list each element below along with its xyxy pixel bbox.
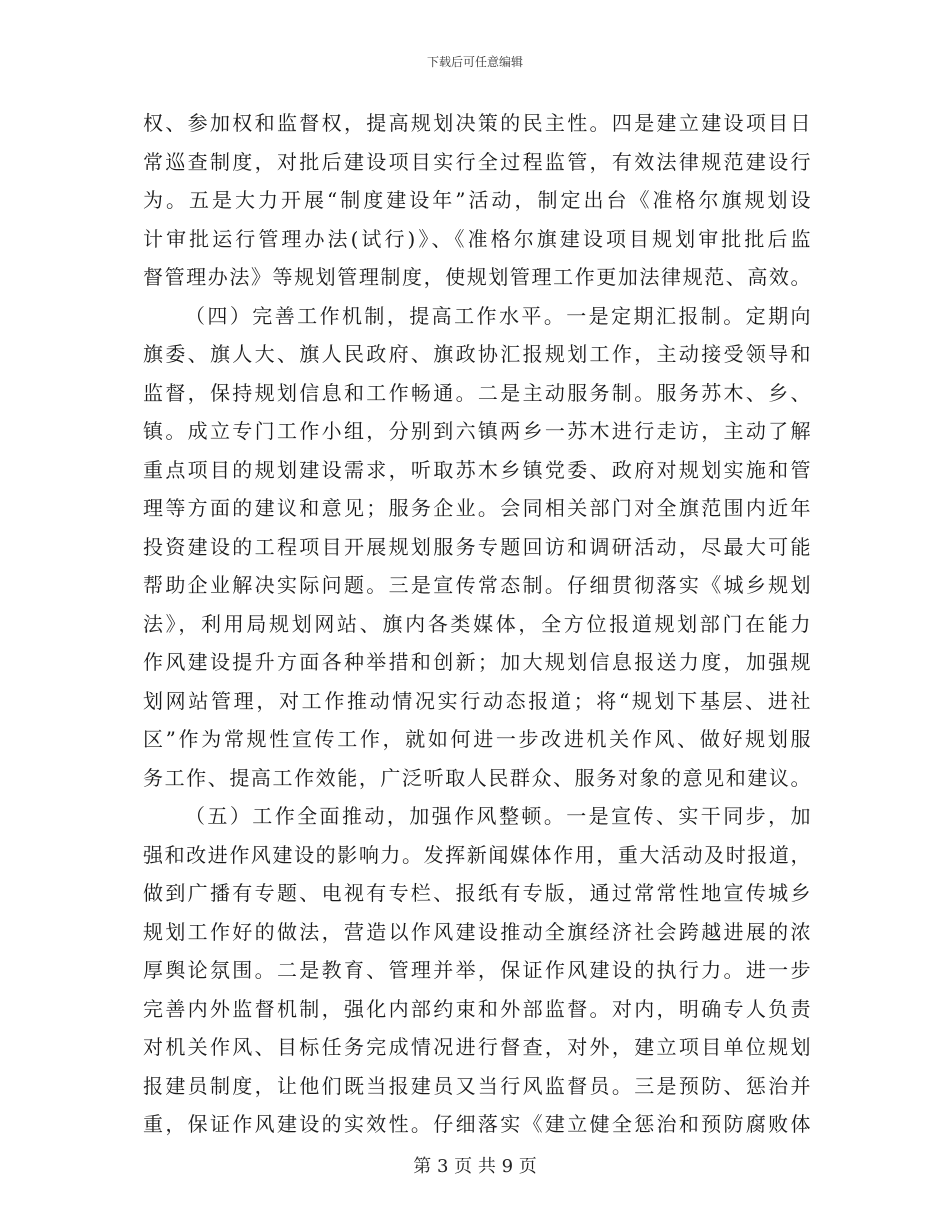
text-line: 常巡查制度，对批后建设项目实行全过程监管，有效法律规范建设行: [143, 149, 811, 174]
text-line: 区”作为常规性宣传工作，就如何进一步改进机关作风、做好规划服: [143, 727, 811, 751]
text-line: 督管理办法》等规划管理制度，使规划管理工作更加法律规范、高效。: [143, 265, 811, 289]
text-line: 厚舆论氛围。二是教育、管理并举，保证作风建设的执行力。进一步: [143, 958, 811, 982]
text-line: 重点项目的规划建设需求，听取苏木乡镇党委、政府对规划实施和管: [143, 457, 811, 482]
document-body: [143, 104, 811, 1144]
text-line: 划网站管理，对工作推动情况实行动态报道；将“规划下基层、进社: [143, 688, 811, 713]
text-line: 为。五是大力开展“制度建设年”活动，制定出台《准格尔旗规划设: [143, 188, 811, 212]
text-line: 权、参加权和监督权，提高规划决策的民主性。四是建立建设项目日: [143, 111, 811, 135]
page-header: 下载后可任意编辑: [426, 55, 523, 69]
paragraph-start-line: （五）工作全面推动，加强作风整顿。一是宣传、实干同步，加: [185, 804, 811, 828]
text-line: 做到广播有专题、电视有专栏、报纸有专版，通过常常性地宣传城乡: [143, 881, 811, 905]
text-line: 旗委、旗人大、旗人民政府、旗政协汇报规划工作，主动接受领导和: [143, 342, 811, 366]
text-line: 规划工作好的做法，营造以作风建设推动全旗经济社会跨越进展的浓: [143, 919, 811, 944]
text-line: 强和改进作风建设的影响力。发挥新闻媒体作用，重大活动及时报道，: [143, 842, 811, 867]
text-line: 帮助企业解决实际问题。三是宣传常态制。仔细贯彻落实《城乡规划: [143, 573, 811, 597]
paragraph-start-line: （四）完善工作机制，提高工作水平。一是定期汇报制。定期向: [185, 303, 811, 328]
text-line: 务工作、提高工作效能，广泛听取人民群众、服务对象的意见和建议。: [143, 765, 811, 790]
text-line: 报建员制度，让他们既当报建员又当行风监督员。三是预防、惩治并: [143, 1073, 811, 1098]
text-line: 计审批运行管理办法(试行)》、《准格尔旗建设项目规划审批批后监: [143, 226, 811, 251]
text-line: 完善内外监督机制，强化内部约束和外部监督。对内，明确专人负责: [143, 996, 811, 1021]
text-line: 投资建设的工程项目开展规划服务专题回访和调研活动，尽最大可能: [143, 534, 811, 559]
page-number: 第 3 页 共 9 页: [413, 1156, 537, 1177]
text-line: 监督，保持规划信息和工作畅通。二是主动服务制。服务苏木、乡、: [143, 380, 811, 405]
text-line: 对机关作风、目标任务完成情况进行督查，对外，建立项目单位规划: [143, 1035, 811, 1059]
text-line: 镇。成立专门工作小组，分别到六镇两乡一苏木进行走访，主动了解: [143, 419, 811, 443]
text-line: 重，保证作风建设的实效性。仔细落实《建立健全惩治和预防腐败体: [143, 1112, 811, 1136]
text-line: 作风建设提升方面各种举措和创新；加大规划信息报送力度，加强规: [143, 650, 811, 674]
text-line: 理等方面的建议和意见；服务企业。会同相关部门对全旗范围内近年: [143, 496, 811, 520]
text-line: 法》，利用局规划网站、旗内各类媒体，全方位报道规划部门在能力: [143, 611, 811, 636]
